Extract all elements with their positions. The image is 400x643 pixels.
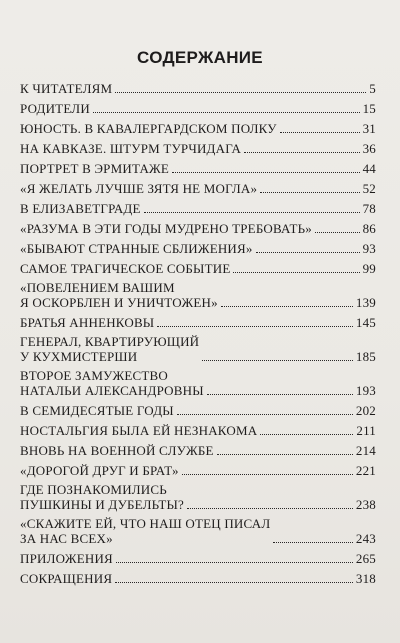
dot-leader: [202, 360, 353, 361]
dot-leader: [315, 232, 360, 233]
toc-entry: [20, 398, 376, 418]
toc-entry-title: «ПОВЕЛЕНИЕМ ВАШИМ Я ОСКОРБЛЕН И УНИЧТОЖЕН»: [20, 280, 218, 310]
dot-leader: [280, 132, 360, 133]
toc-entry: [20, 330, 376, 364]
toc-page-number: 185: [355, 349, 376, 364]
page-title: СОДЕРЖАНИЕ: [137, 48, 263, 67]
toc-page-number: 86: [362, 221, 376, 236]
dot-leader: [116, 562, 353, 563]
toc-entry: [20, 96, 376, 116]
toc-entry: [20, 276, 376, 310]
toc-entry-title: БРАТЬЯ АННЕНКОВЫ: [20, 315, 155, 330]
toc-entry-title: ВТОРОЕ ЗАМУЖЕСТВО НАТАЛЬИ АЛЕКСАНДРОВНЫ: [20, 368, 204, 398]
toc-page-number: 52: [362, 181, 376, 196]
toc-page-number: 31: [362, 121, 376, 136]
toc-page-number: 214: [355, 443, 376, 458]
toc-entry-title: НА КАВКАЗЕ. ШТУРМ ТУРЧИДАГА: [20, 141, 242, 156]
dot-leader: [157, 326, 353, 327]
toc-entry: [20, 438, 376, 458]
dot-leader: [182, 474, 353, 475]
dot-leader: [93, 112, 360, 113]
dot-leader: [221, 306, 353, 307]
toc-page-number: 193: [355, 383, 376, 398]
dot-leader: [233, 272, 359, 273]
toc-page-number: 36: [362, 141, 376, 156]
toc-entry: [20, 256, 376, 276]
toc-entry-title: «ДОРОГОЙ ДРУГ И БРАТ»: [20, 463, 179, 478]
toc-entry-title: ПРИЛОЖЕНИЯ: [20, 551, 113, 566]
toc-page-number: 5: [369, 81, 376, 96]
toc-entry-title: ЮНОСТЬ. В КАВАЛЕРГАРДСКОМ ПОЛКУ: [20, 121, 277, 136]
dot-leader: [217, 454, 353, 455]
toc-entry: [20, 512, 376, 546]
dot-leader: [244, 152, 359, 153]
dot-leader: [260, 434, 353, 435]
toc-entry: [20, 364, 376, 398]
toc-entry-title: ГЕНЕРАЛ, КВАРТИРУЮЩИЙ У КУХМИСТЕРШИ: [20, 334, 200, 364]
toc-page-number: 99: [362, 261, 376, 276]
toc-entry: [20, 566, 376, 586]
toc-entry-title: «СКАЖИТЕ ЕЙ, ЧТО НАШ ОТЕЦ ПИСАЛ ЗА НАС ВСЕХ»: [20, 516, 271, 546]
toc-entry-title: РОДИТЕЛИ: [20, 101, 90, 116]
toc-entry: [20, 196, 376, 216]
toc-page-number: 318: [355, 571, 376, 586]
toc-entry: [20, 458, 376, 478]
toc-entry: [20, 236, 376, 256]
toc-entry-title: «Я ЖЕЛАТЬ ЛУЧШЕ ЗЯТЯ НЕ МОГЛА»: [20, 181, 258, 196]
toc-entry-title: ГДЕ ПОЗНАКОМИЛИСЬ ПУШКИНЫ И ДУБЕЛЬТЫ?: [20, 482, 184, 512]
toc-page-number: 221: [355, 463, 376, 478]
toc-entry-title: ВНОВЬ НА ВОЕННОЙ СЛУЖБЕ: [20, 443, 214, 458]
dot-leader: [273, 542, 353, 543]
dot-leader: [177, 414, 353, 415]
toc-entry-title: НОСТАЛЬГИЯ БЫЛА ЕЙ НЕЗНАКОМА: [20, 423, 258, 438]
toc-page-number: 15: [362, 101, 376, 116]
toc-entry: [20, 216, 376, 236]
toc-entry-title: «БЫВАЮТ СТРАННЫЕ СБЛИЖЕНИЯ»: [20, 241, 253, 256]
dot-leader: [260, 192, 359, 193]
toc-entry-title: САМОЕ ТРАГИЧЕСКОЕ СОБЫТИЕ: [20, 261, 231, 276]
toc-entry: [20, 418, 376, 438]
table-of-contents: [20, 76, 376, 586]
toc-page-number: 145: [355, 315, 376, 330]
toc-entry: [20, 136, 376, 156]
toc-page-number: 78: [362, 201, 376, 216]
toc-entry: [20, 156, 376, 176]
toc-entry-title: СОКРАЩЕНИЯ: [20, 571, 113, 586]
toc-page-number: 139: [355, 295, 376, 310]
toc-page-number: 44: [362, 161, 376, 176]
dot-leader: [144, 212, 360, 213]
toc-page-number: 265: [355, 551, 376, 566]
toc-entry-title: В ЕЛИЗАВЕТГРАДЕ: [20, 201, 141, 216]
dot-leader: [115, 92, 366, 93]
toc-entry: [20, 116, 376, 136]
toc-page-number: 238: [355, 497, 376, 512]
dot-leader: [256, 252, 360, 253]
dot-leader: [115, 582, 353, 583]
toc-entry: [20, 478, 376, 512]
toc-page-number: 202: [355, 403, 376, 418]
toc-entry-title: В СЕМИДЕСЯТЫЕ ГОДЫ: [20, 403, 174, 418]
toc-page-number: 211: [356, 423, 376, 438]
toc-entry-title: ПОРТРЕТ В ЭРМИТАЖЕ: [20, 161, 170, 176]
dot-leader: [172, 172, 360, 173]
toc-entry: [20, 176, 376, 196]
toc-entry: [20, 546, 376, 566]
toc-page-number: 93: [362, 241, 376, 256]
toc-page-number: 243: [355, 531, 376, 546]
toc-entry-title: «РАЗУМА В ЭТИ ГОДЫ МУДРЕНО ТРЕБОВАТЬ»: [20, 221, 312, 236]
dot-leader: [187, 508, 353, 509]
toc-entry-title: К ЧИТАТЕЛЯМ: [20, 81, 113, 96]
dot-leader: [207, 394, 353, 395]
toc-entry: [20, 310, 376, 330]
toc-entry: [20, 76, 376, 96]
